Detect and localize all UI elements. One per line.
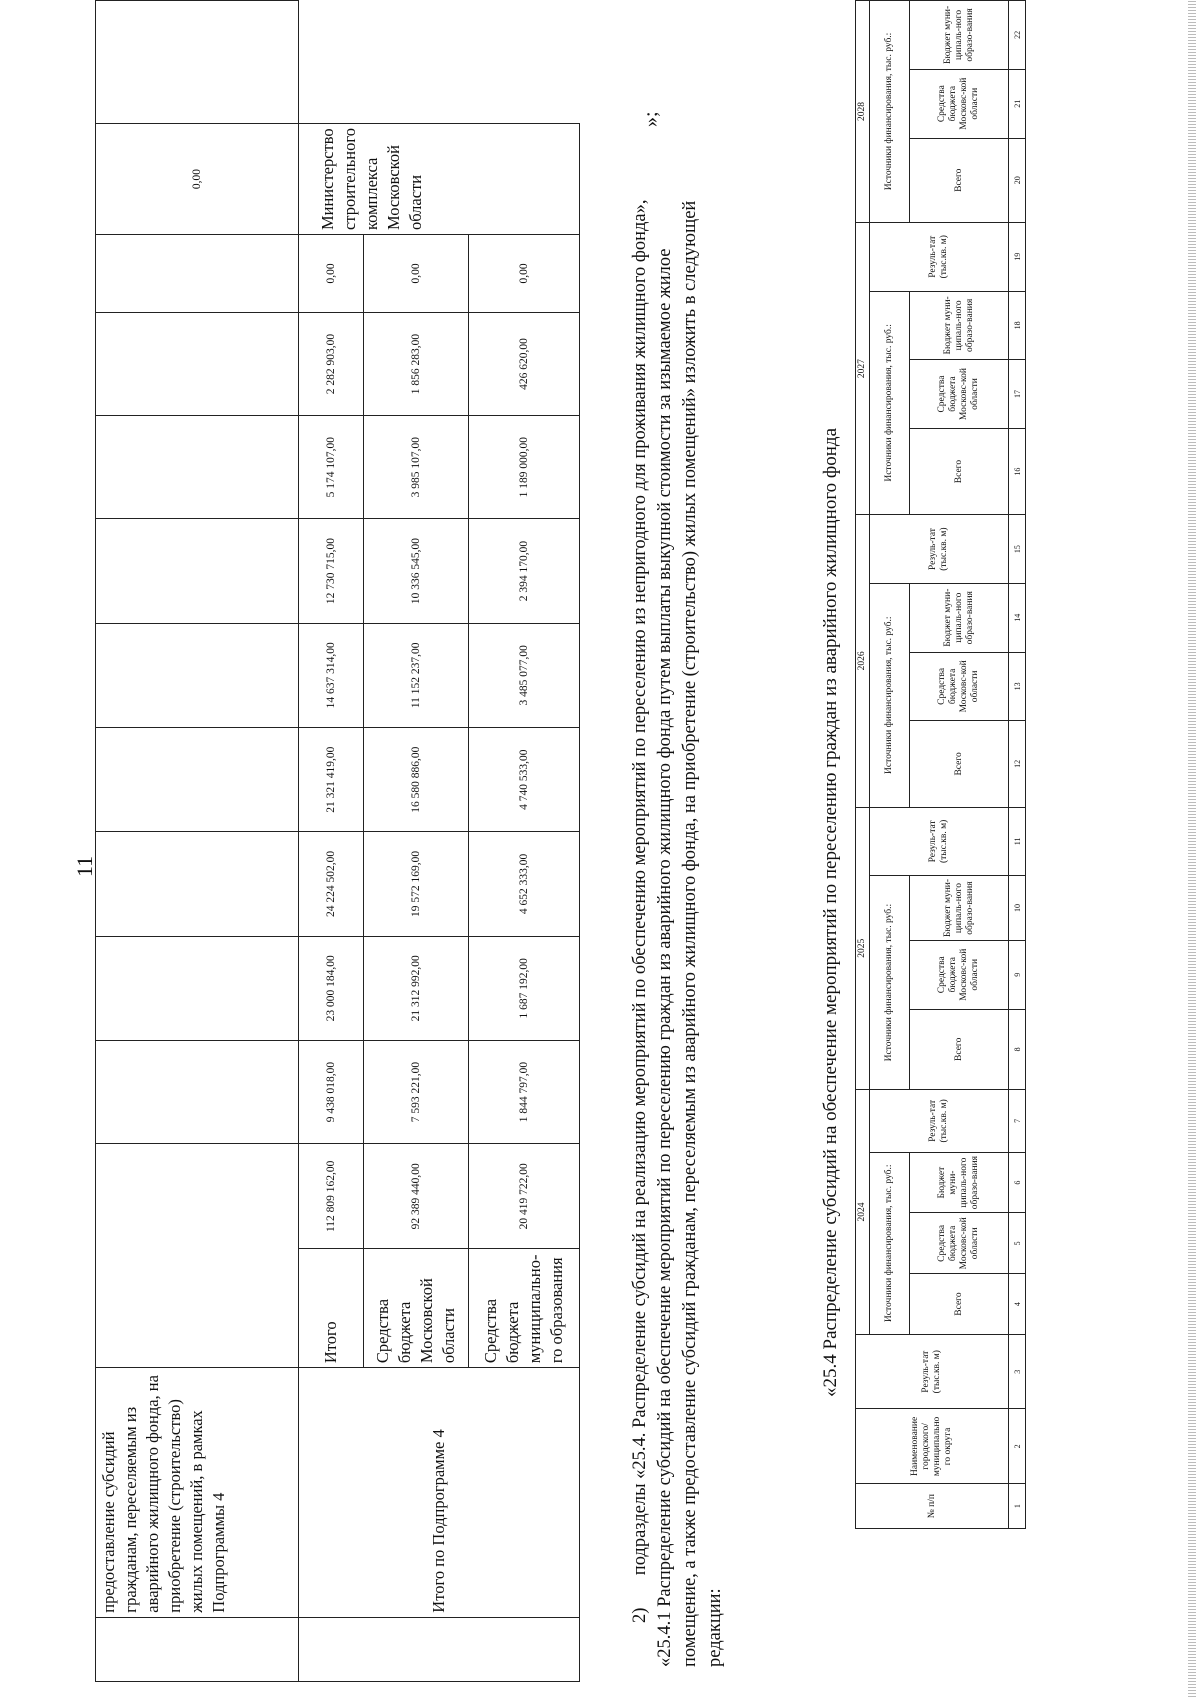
total-program-label: Итого по Подпрограмме 4 [299,1368,580,1618]
table-row [856,1,870,1529]
sources-header: Источники финансирования, тыс. руб.: [870,1152,910,1334]
value-cell: 112 809 162,00 [299,1144,364,1249]
amendment-paragraph [628,167,728,1667]
value-cell: 426 620,00 [469,312,580,415]
blank-cell [96,727,299,831]
blank-cell [96,936,299,1040]
col-name-header: Наименование городского/ муниципально го округа [856,1409,1009,1484]
executor-cell [96,1,299,124]
column-index: 16 [1009,428,1026,514]
table-row [299,1,364,1682]
continuation-table [95,0,580,1682]
value-cell: 4 652 333,00 [469,832,580,936]
col-number-header: № п/п [856,1484,1009,1529]
value-cell: 11 152 237,00 [364,623,469,727]
column-index: 22 [1009,1,1026,70]
year-header: 2024 [856,1090,870,1335]
blank-cell [96,1144,299,1368]
column-index: 8 [1009,1009,1026,1089]
regional-budget-header: Средства бюджета Московс-кой области [910,360,1009,429]
row-spacer [299,1617,580,1681]
source-label: Итого [299,1249,364,1368]
value-cell: 1 189 000,00 [469,416,580,519]
value-cell: 0,00 [299,235,364,313]
value-cell: 1 687 192,00 [469,936,580,1040]
municipal-budget-header: Бюджет муни-ципаль-ного образо-вания [910,876,1009,941]
result-header: Резуль-тат (тыс.кв. м) [870,1090,1009,1153]
column-index: 18 [1009,291,1026,360]
row-spacer [96,1617,299,1681]
column-index: 11 [1009,807,1026,876]
column-index: 7 [1009,1090,1026,1153]
value-cell: 16 580 886,00 [364,727,469,831]
municipal-budget-header: Бюджет муни-ципаль-ного образо-вания [910,291,1009,360]
value-cell: 1 856 283,00 [364,312,469,415]
column-index: 12 [1009,721,1026,807]
year-header: 2027 [856,222,870,514]
table-row [1009,1,1026,1529]
result-header: Резуль-тат (тыс.кв. м) [870,515,1009,584]
result-header: Резуль-тат (тыс.кв. м) [870,807,1009,876]
regional-budget-header: Средства бюджета Московс-кой области [910,652,1009,721]
sources-header: Источники финансирования, тыс. руб.: [870,291,910,515]
blank-cell [96,623,299,727]
column-index: 10 [1009,876,1026,941]
value-cell: 3 985 107,00 [364,416,469,519]
allocation-table [855,0,1026,1529]
total-header: Всего [910,1009,1009,1089]
municipal-budget-header: Бюджет муни-ципаль-ного образо-вания [910,583,1009,652]
total-header: Всего [910,138,1009,222]
value-cell: 24 224 502,00 [299,832,364,936]
source-label: Средства бюджета муниципально-го образования [469,1249,580,1368]
closing-quote-mark: »; [640,111,662,127]
year-header: 2026 [856,515,870,807]
column-index: 20 [1009,138,1026,222]
total-header: Всего [910,721,1009,807]
value-cell: 2 394 170,00 [469,519,580,623]
scan-edge [1188,0,1196,1697]
column-index: 17 [1009,360,1026,429]
executor-cell: Министерство строительного комплекса Московской области [299,124,580,235]
table-row [96,1,299,1682]
value-cell: 12 730 715,00 [299,519,364,623]
value-cell: 3 485 077,00 [469,623,580,727]
blank-cell [96,519,299,623]
value-cell: 21 321 419,00 [299,727,364,831]
total-header: Всего [910,428,1009,514]
result-header: Резуль-тат (тыс.кв. м) [856,1334,1009,1409]
column-index: 19 [1009,222,1026,291]
column-index: 14 [1009,583,1026,652]
value-cell: 5 174 107,00 [299,416,364,519]
column-index: 3 [1009,1334,1026,1409]
blank-cell [96,1040,299,1143]
value-cell: 23 000 184,00 [299,936,364,1040]
value-cell: 92 389 440,00 [364,1144,469,1249]
value-cell: 0,00 [364,235,469,313]
blank-cell [96,235,299,313]
value-cell: 0,00 [96,124,299,235]
blank-cell [96,416,299,519]
column-index: 4 [1009,1274,1026,1335]
value-cell: 1 844 797,00 [469,1040,580,1143]
value-cell: 2 282 903,00 [299,312,364,415]
column-index: 6 [1009,1152,1026,1213]
blank-cell [96,312,299,415]
paragraph-text: подразделы «25.4. Распределение субсидий на реализацию мероприятий по обеспечению мероприятий по переселению из непригодного для проживания жилищного фонда», «25.4.1 Распределение субсидий на обеспечение мероприятий по переселению граждан из аварийного жилищного фонда путем выплаты выкупной стоимости за изымаемое жилое помещение, а также предоставление субсидий гражданам, переселяемым из аварийного жилищного фонда, на приобретение (строительство) жилых помещений» изложить в следующей редакции: [630,199,725,1667]
column-index: 2 [1009,1409,1026,1484]
subsidy-row-label: предоставление субсидий гражданам, переселяемым из аварийного жилищного фонда, на приобретение (строительство) жилых помещений, в рамках Подпрограммы 4 [96,1368,299,1618]
sources-header: Источники финансирования, тыс. руб.: [870,876,910,1090]
column-index: 1 [1009,1484,1026,1529]
source-label: Средства бюджета Московской области [364,1249,469,1368]
column-index: 13 [1009,652,1026,721]
regional-budget-header: Средства бюджета Московс-кой области [910,940,1009,1009]
section-title: «25.4 Распределение субсидий на обеспечение мероприятий по переселению граждан из аварийного жилищного фонда [820,428,841,1397]
year-header: 2028 [856,1,870,223]
total-header: Всего [910,1274,1009,1335]
column-index: 5 [1009,1213,1026,1274]
page-number: 11 [72,855,97,877]
municipal-budget-header: Бюджет муни-ципаль-ного образо-вания [910,1152,1009,1213]
column-index: 21 [1009,69,1026,138]
value-cell: 19 572 169,00 [364,832,469,936]
sources-header: Источники финансирования, тыс. руб.: [870,583,910,807]
value-cell: 21 312 992,00 [364,936,469,1040]
column-index: 15 [1009,515,1026,584]
blank-cell [96,832,299,936]
paragraph-number: 2) [630,1607,650,1623]
regional-budget-header: Средства бюджета Московс-кой области [910,69,1009,138]
table-row [870,1,910,1529]
sources-header: Источники финансирования, тыс. руб.: [870,1,910,223]
regional-budget-header: Средства бюджета Московс-кой области [910,1213,1009,1274]
value-cell: 9 438 018,00 [299,1040,364,1143]
value-cell: 14 637 314,00 [299,623,364,727]
column-index: 9 [1009,940,1026,1009]
value-cell: 4 740 533,00 [469,727,580,831]
municipal-budget-header: Бюджет муни-ципаль-ного образо-вания [910,1,1009,70]
value-cell: 20 419 722,00 [469,1144,580,1249]
value-cell: 7 593 221,00 [364,1040,469,1143]
value-cell: 0,00 [469,235,580,313]
value-cell: 10 336 545,00 [364,519,469,623]
year-header: 2025 [856,807,870,1089]
result-header: Резуль-тат (тыс.кв. м) [870,222,1009,291]
